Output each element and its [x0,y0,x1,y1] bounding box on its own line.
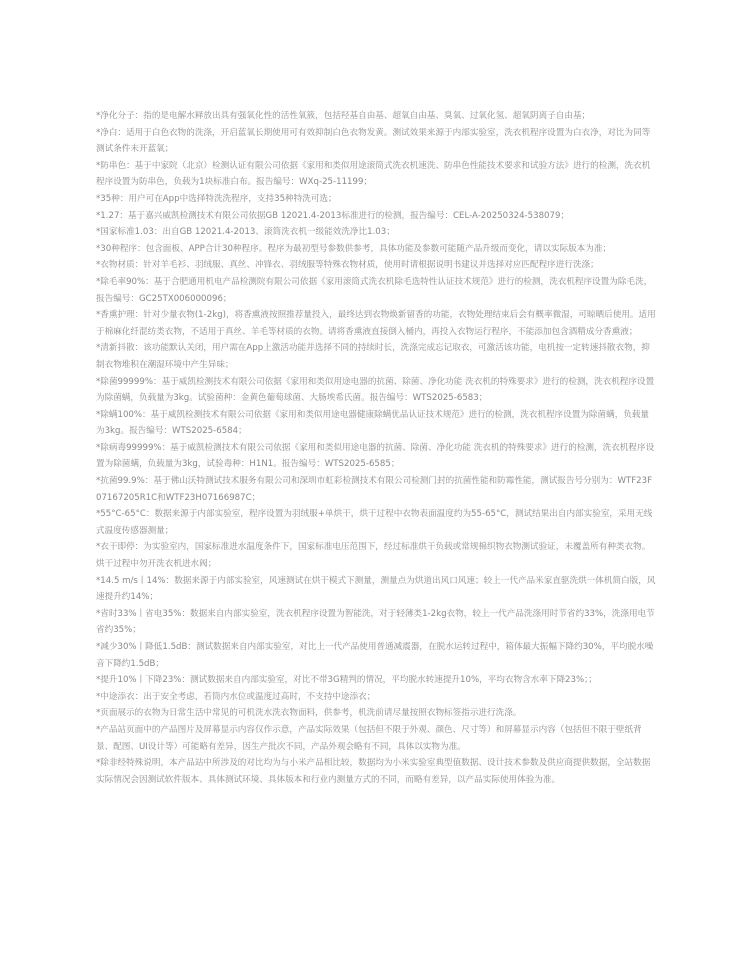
footnote-item: *提升10%丨下降23%：测试数据来自内部实验室，对比不带3G精判的情况，平均脱水转速提升10%，平均衣物含水率下降23%；； [96,675,598,686]
footnote-list [96,108,656,788]
footnote-item: *衣物材质：针对羊毛衫、羽绒服、真丝、冲锋衣、羽绒服等特殊衣物材质，使用时请根据说明书建议并选择对应匹配程序进行洗涤； [96,260,599,271]
footnote-item: *省时33%丨省电35%：数据来自内部实验室，洗衣机程序设置为智能洗，对于轻薄类1-2kg衣物，较上一代产品洗涤用时节省约33%，洗涤用电节省约35%； [96,608,655,636]
footnote-item: *国家标准1.03：出自GB 12021.4-2013、滚筒洗衣机一级能效洗净比1.03； [96,227,395,238]
footnote-item: *35种：用户可在App中选择特洗洗程序，支持35种特洗可选； [96,193,337,204]
footnote-item: *除螨100%：基于威凯检测技术有限公司依据《家用和类似用途电器健康除螨优品认证技术规范》进行的检测，洗衣机程序设置为除菌螨，负载量为3kg。报告编号：WTS2025-6584； [96,409,650,437]
footnote-item: *抗菌99.9%：基于佛山沃特测试技术服务有限公司和深圳市虹彩检测技术有限公司检测门封的抗菌性能和防霉性能，测试报告号分别为：WTF23F07167205R1C和WTF23H07166987C； [96,476,653,503]
footnote-item: *净化分子：指的是电解水释放出具有强氧化性的活性氧簇，包括羟基自由基、超氧自由基、臭氧、过氧化氢、超氧阴离子自由基； [96,111,591,121]
footnote-item: *防串色：基于中家院（北京）检测认证有限公司依据《家用和类似用途滚筒式洗衣机速洗、防串色性能技术要求和试验方法》进行的检测，洗衣机程序设置为防串色，负载为1块标准白布。报告编号：WXq-25-11199； [96,160,651,188]
footnote-item: *中途添衣：出于安全考虑，若筒内水位或温度过高时，不支持中途添衣； [96,691,376,702]
footnote-item: *除非经特殊说明，本产品站中所涉及的对比均为与小米产品相比较，数据均为小米实验室典型值数据、设计技术参数及供应商提供数据，全站数据实际情况会因测试软件版本、具体测试环境、具体版本和行业内测量方式的不同，而略有差异，以产品实际使用体验为准。 [96,758,651,785]
footnote-item: *除菌99999%：基于威凯检测技术有限公司依据《家用和类似用途电器的抗菌、除菌、净化功能 洗衣机的特殊要求》进行的检测，洗衣机程序设置为除菌螨，负载量为3kg。试验菌种：金黄色葡萄球菌、大肠埃希氏菌。报告编号：WTS2025-6583； [96,376,655,404]
footnote-item: *14.5 m/s丨14%：数据来源于内部实验室，风速测试在烘干模式下测量，测量点为烘道出风口风速；较上一代产品米家直驱洗烘一体机简白版，风速提升约14%； [96,575,656,603]
footnote-item: *除病毒99999%：基于威凯检测技术有限公司依据《家用和类似用途电器的抗菌、除菌、净化功能 洗衣机的特殊要求》进行的检测，洗衣机程序设置为除菌螨，负载量为3kg，试验毒种：H1N1。报告编号：WTS2025-6585； [96,442,655,470]
footnote-item: *香熏护理：针对少量衣物(1-2kg)，将香熏液按照推荐量投入，最终达到衣物焕新留香的功能，衣物处理结束后会有概率微湿，可晾晒后使用。适用于棉麻化纤混纺类衣物，不适用于真丝、羊毛等材质的衣物。请将香熏液直接倒入桶内，再投入衣物运行程序，不能添加包含酒精成分香熏液； [96,310,656,337]
footnote-item: *衣干即停：为实验室内，国家标准进水温度条件下，国家标准电压范围下，经过标准烘干负载或常规棉织物衣物测试验证，未覆盖所有种类衣物。烘干过程中勿开洗衣机进水阀； [96,542,651,570]
footnote-item: *30种程序：包含面板、APP合计30种程序。程序为最初型号参数供参考，具体功能及参数可能随产品升级而变化，请以实际版本为准； [96,243,612,254]
footnote-item: *净白：适用于白色衣物的洗涤，开启蓝氧长期使用可有效抑制白色衣物发黄。测试效果来源于内部实验室，洗衣机程序设置为白衣净，对比为同等测试条件未开蓝氧； [96,127,651,155]
footnote-item: *55°C-65°C：数据来源于内部实验室，程序设置为羽绒服+单烘干，烘干过程中衣物表面温度约为55-65°C，测试结果出自内部实验室，采用无线式温度传感器测量； [96,509,653,536]
footnote-item: *清新抖散：该功能默认关闭，用户需在App上激活功能并选择不同的持续时长，洗涤完成忘记取衣，可激活该功能，电机按一定转速抖散衣物，抑制衣物堆积在潮湿环境中产生异味； [96,343,650,370]
footnote-item: *减少30%丨降低1.5dB：测试数据来自内部实验室，对比上一代产品使用普通减震器，在脱水运转过程中，箱体最大振幅下降约30%，平均脱水噪音下降约1.5dB； [96,642,654,669]
footnote-item: *除毛率90%：基于合肥通用机电产品检测院有限公司依据《家用滚筒式洗衣机除毛选特性认证技术规范》进行的检测，洗衣机程序设置为除毛洗，报告编号：GC25TX006000096； [96,276,653,304]
footnote-item: *1.27：基于嘉兴威凯检测技术有限公司依据GB 12021.4-2013标准进行的检测，报告编号：CEL-A-20250324-538079； [96,210,570,221]
footnote-item: *页面展示的衣物为日常生活中常见的可机洗水洗衣物面料，供参考，机洗前请尽量按照衣物标签指示进行洗涤。 [96,708,522,719]
footnote-item: *产品站页面中的产品图片及屏幕显示内容仅作示意，产品实际效果（包括但不限于外观、颜色、尺寸等）和屏幕显示内容（包括但不限于壁纸背景、配图、UI设计等）可能略有差异，因生产批次不同，产品外观会略有不同，具体以实物为准。 [96,724,642,752]
